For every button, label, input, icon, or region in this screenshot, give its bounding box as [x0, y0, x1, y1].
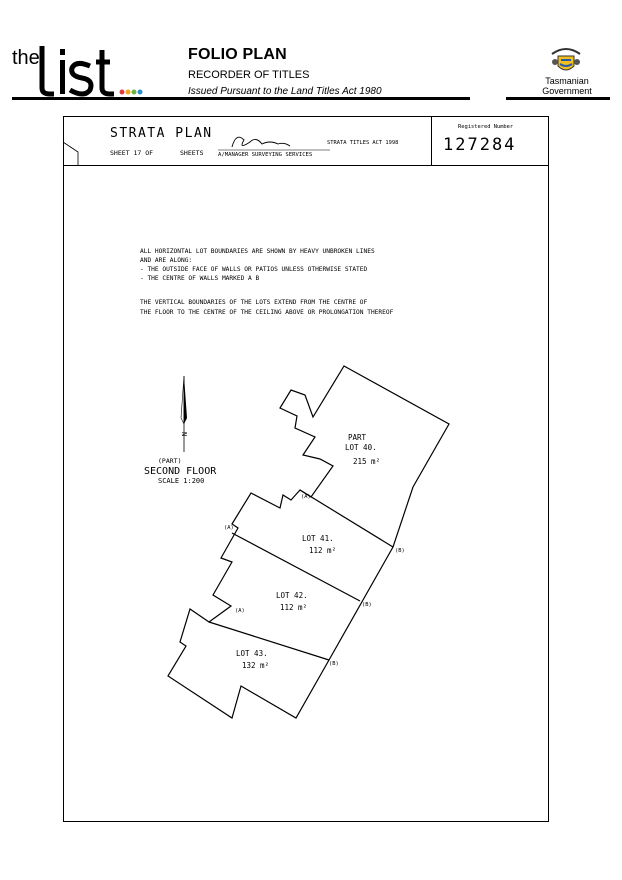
marker-a-2: (A)	[224, 525, 234, 531]
lot-41-area: 112 m²	[309, 546, 337, 555]
logo-the: the	[12, 47, 40, 69]
scale-label: SCALE 1:200	[158, 477, 205, 485]
note-line-3: - THE OUTSIDE FACE OF WALLS OR PATIOS UNLESS OTHERWISE STATED	[140, 266, 368, 273]
marker-b-1: (B)	[395, 548, 405, 554]
wall-markers	[224, 494, 405, 667]
strata-plan-title: STRATA PLAN	[110, 126, 213, 141]
note-line-2: AND ARE ALONG:	[140, 257, 193, 264]
corner-tick	[63, 142, 78, 166]
lot-43-area: 132 m²	[242, 661, 270, 670]
part-label: (PART)	[158, 457, 182, 465]
note-line-6: THE FLOOR TO THE CENTRE OF THE CEILING ABOVE OR PROLONGATION THEREOF	[140, 309, 394, 316]
strata-titles-act: STRATA TITLES ACT 1998	[327, 140, 399, 146]
marker-b-2: (B)	[362, 602, 372, 608]
lot-labels	[236, 433, 380, 670]
recorder-of-titles: RECORDER OF TITLES	[188, 69, 310, 81]
marker-a-3: (A)	[235, 608, 245, 614]
gov-label-line1: Tasmanian	[545, 76, 589, 86]
issued-pursuant-text: Issued Pursuant to the Land Titles Act 1980	[188, 86, 382, 97]
marker-b-3: (B)	[329, 661, 339, 667]
north-arrow-icon	[180, 376, 188, 452]
lot-40-name-1: PART	[348, 433, 367, 442]
lot-42-name: LOT 42.	[276, 591, 308, 600]
second-floor-label: SECOND FLOOR	[144, 466, 217, 477]
sheet-label: SHEET 17 OF	[110, 149, 154, 157]
lot-40-name-2: LOT 40.	[345, 443, 377, 452]
boundary-notes	[140, 248, 394, 316]
registered-number-label: Registered Number	[458, 124, 514, 130]
note-line-5: THE VERTICAL BOUNDARIES OF THE LOTS EXTEND FROM THE CENTRE OF	[140, 299, 368, 306]
note-line-4: - THE CENTRE OF WALLS MARKED A B	[140, 275, 260, 282]
registered-number: 127284	[443, 135, 517, 155]
manager-label: A/MANAGER SURVEYING SERVICES	[218, 152, 313, 158]
note-line-1: ALL HORIZONTAL LOT BOUNDARIES ARE SHOWN BY HEAVY UNBROKEN LINES	[140, 248, 375, 255]
lot-40-area: 215 m²	[353, 457, 381, 466]
marker-a-1: (A)	[301, 494, 311, 500]
signature-mark	[232, 137, 290, 147]
folio-plan-title: FOLIO PLAN	[188, 46, 287, 63]
lot-42-area: 112 m²	[280, 603, 308, 612]
lot-41-name: LOT 41.	[302, 534, 334, 543]
boundary-42-43	[209, 622, 329, 660]
gov-label-line2: Government	[542, 86, 592, 96]
sheets-label: SHEETS	[180, 149, 204, 157]
north-label: N	[180, 432, 188, 437]
sheet-border	[64, 117, 549, 822]
lot-43-name: LOT 43.	[236, 649, 268, 658]
